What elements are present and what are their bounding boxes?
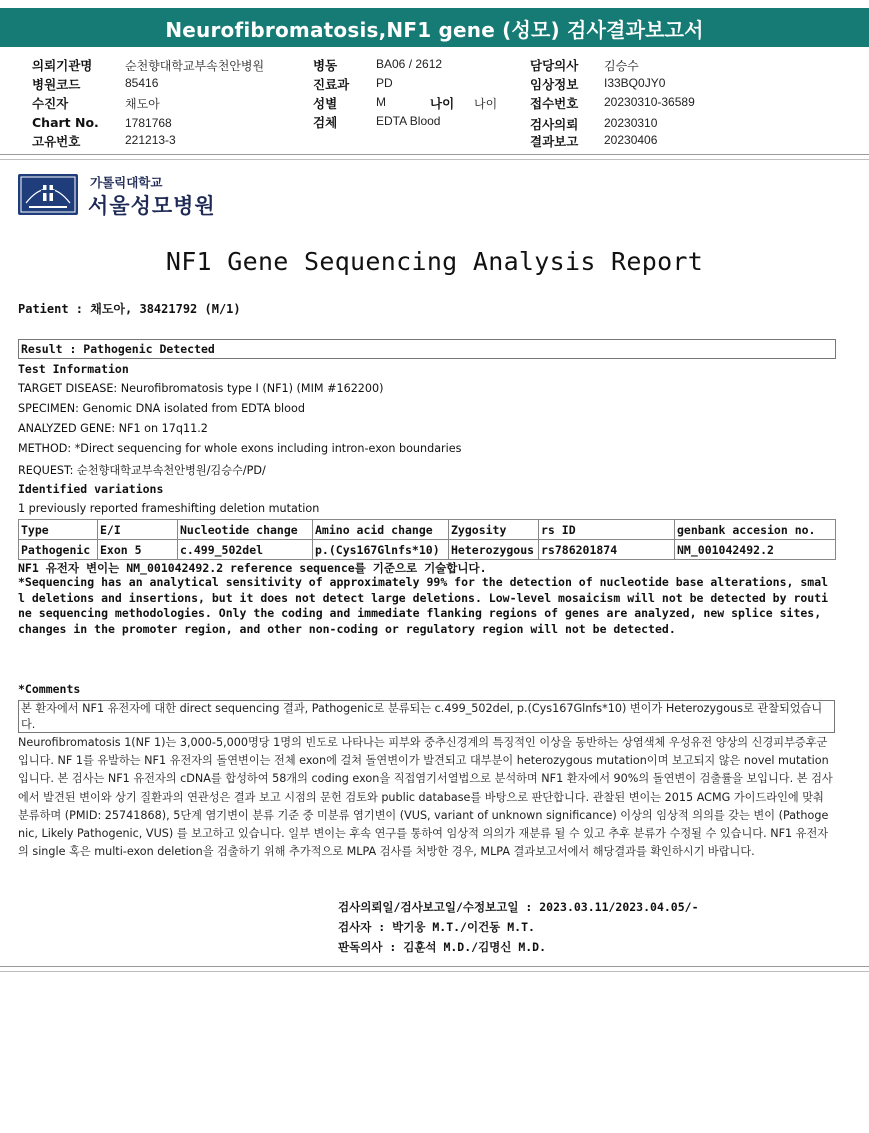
header-label: Chart No. [32,115,99,130]
header-value: EDTA Blood [376,114,441,128]
result-box [18,339,836,359]
column-header: Zygosity [449,520,539,540]
header-label: 담당의사 [530,58,579,73]
comments-heading: *Comments [18,682,81,696]
header-value: 1781768 [125,116,172,130]
result-text: Result : Pathogenic Detected [21,342,215,356]
report-dates: 검사의뢰일/검사보고일/수정보고일 : 2023.03.11/2023.04.05/- [338,900,699,914]
header-value: 20230310-36589 [604,95,695,109]
table-cell: rs786201874 [539,540,675,560]
header-label: 임상정보 [530,77,579,92]
header-label: 나이 [430,96,455,111]
comments-body: Neurofibromatosis 1(NF 1)는 3,000-5,000명당 1명의 빈도로 나타나는 피부와 중추신경계의 특징적인 이상을 동반하는 상염색체 우성유전 양상의 신경피부증후군입니다. NF 1를 유발하는 NF1 유전자의 돌연변이는 전체 exon에 걸쳐 돌연변이가 발견되고 대부분이 heterozygous mutation이며 보고되지 않은 novel mutation입니다. 본 검사는 NF1 유전자의 cDNA를 합성하여 58개의 coding exon을 직접염기서열법으로 분석하며 NF1 환자에서 90%의 돌연변이 검출률을 보입니다. 본 검사에서 발견된 변이와 상기 질환과의 연관성은 결과 보고 시점의 문헌 검토와 public database를 바탕으로 판단합니다. 관찰된 변이는 2015 ACMG 가이드라인에 맞춰 분류하며 (PMID: 25741868), 5단계 염기변이 분류 기준 중 미분류 염기변이 (VUS, variant of unknown significance) 이상의 임상적 의의를 갖는 변이 (Pathogenic, Likely Pathogenic, VUS) 를 보고하고 있습니다. 일부 변이는 후속 연구를 통하여 임상적 의의가 재분류 될 수 있고 추후 분류가 수정될 수 있습니다. NF1 유전자의 single 혹은 multi-exon deletion을 검출하기 위해 추가적으로 MLPA 검사를 처방한 경우, MLPA 결과보고서에서 해당결과를 확인하시기 바랍니다. [18,736,833,859]
header-label: 수진자 [32,96,69,111]
header-value: BA06 / 2612 [376,57,443,71]
section-heading: Identified variations [18,482,164,496]
section-heading: Test Information [18,362,129,376]
tester: 검사자 : 박기웅 M.T./이건동 M.T. [338,920,535,934]
header-label: 결과보고 [530,134,579,149]
header-label: 병원코드 [32,77,81,92]
header-value: 221213-3 [125,133,176,147]
request: REQUEST: 순천향대학교부속천안병원/김승수/PD/ [18,464,266,477]
column-header: Nucleotide change [178,520,313,540]
header-value: 김승수 [604,59,639,73]
table-cell: NM_001042492.2 [675,540,836,560]
header-value: PD [376,76,393,90]
report-title: NF1 Gene Sequencing Analysis Report [165,247,704,276]
report-banner [0,8,869,47]
method: METHOD: *Direct sequencing for whole exons including intron-exon boundaries [18,442,462,455]
identified-summary: 1 previously reported frameshifting deletion mutation [18,502,320,515]
header-value: M [376,95,386,109]
column-header: Type [19,520,98,540]
header-value: 순천향대학교부속천안병원 [125,59,265,73]
divider [0,966,869,972]
reference-note: NF1 유전자 변이는 NM_001042492.2 reference sequence를 기준으로 기술합니다. [18,561,487,575]
sensitivity-note: *Sequencing has an analytical sensitivity of approximately 99% for the detection of nucleotide base alterations, small deletions and insertions, but it does not detect large deletions. Low-level mosaicism will not be detected by routine sequencing methodologies. Only the coding and immediate flanking regions of genes are analyzed, new splice sites, changes in the promoter region, and other non-coding or regulatory region will not be detected. [18,575,829,636]
column-header: genbank accesion no. [675,520,836,540]
table-cell: Pathogenic [19,540,98,560]
target-disease: TARGET DISEASE: Neurofibromatosis type I (NF1) (MIM #162200) [18,382,384,395]
table-cell: p.(Cys167Glnfs*10) [313,540,449,560]
header-value: I33BQ0JY0 [604,76,666,90]
header-value: 85416 [125,76,159,90]
header-label: 성별 [313,96,338,111]
header-value: 20230406 [604,133,658,147]
header-label: 병동 [313,58,338,73]
hospital-name: 서울성모병원 [88,194,216,218]
column-header: E/I [98,520,178,540]
specimen: SPECIMEN: Genomic DNA isolated from EDTA blood [18,402,305,415]
table-row [19,540,836,560]
table-cell: Heterozygous [449,540,539,560]
header-label: 접수번호 [530,96,579,111]
patient-header [0,52,869,152]
table-header-row [19,520,836,540]
header-label: 고유번호 [32,134,81,149]
variants-table [18,519,836,560]
column-header: Amino acid change [313,520,449,540]
comments-summary-box [18,700,835,733]
header-value: 나이 [474,97,498,111]
banner-title: Neurofibromatosis,NF1 gene (성모) 검사결과보고서 [165,18,704,42]
reviewing-doctor: 판독의사 : 김훈석 M.D./김명신 M.D. [338,940,547,954]
header-value: 채도아 [125,97,160,111]
patient-line: Patient : 채도아, 38421792 (M/1) [18,302,241,316]
hospital-logo-icon [17,173,79,216]
divider [0,154,869,160]
university-name: 가톨릭대학교 [90,175,163,190]
header-label: 의뢰기관명 [32,58,93,73]
header-label: 검체 [313,115,338,130]
header-value: 20230310 [604,116,658,130]
header-label: 진료과 [313,77,350,92]
table-cell: Exon 5 [98,540,178,560]
table-cell: c.499_502del [178,540,313,560]
analyzed-gene: ANALYZED GENE: NF1 on 17q11.2 [18,422,208,435]
header-label: 검사의뢰 [530,117,579,132]
comments-summary: 본 환자에서 NF1 유전자에 대한 direct sequencing 결과, Pathogenic로 분류되는 c.499_502del, p.(Cys167Glnfs*10) 변이가 Heterozygous로 관찰되었습니다. [21,702,823,731]
column-header: rs ID [539,520,675,540]
